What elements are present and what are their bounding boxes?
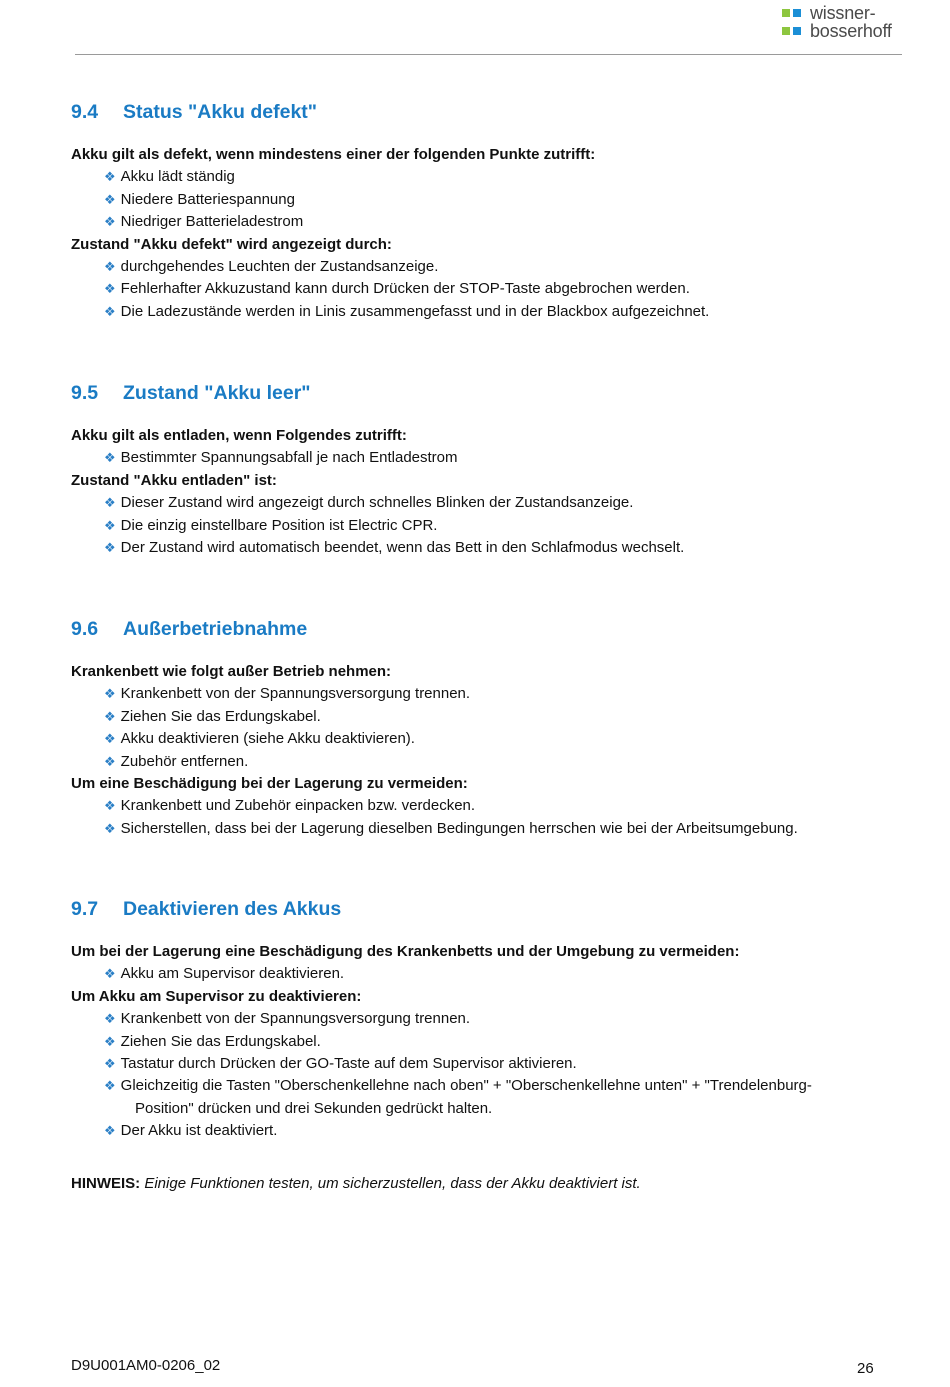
list-item <box>71 278 881 300</box>
note-label: HINWEIS: <box>71 1175 141 1192</box>
logo-text-line2: bosserhoff <box>810 21 892 41</box>
section <box>71 375 881 559</box>
list-item <box>71 189 881 211</box>
list-item <box>71 166 881 188</box>
list-item-text: Niedriger Batterieladestrom <box>120 213 304 231</box>
company-logo <box>782 4 932 40</box>
list-item <box>71 211 881 233</box>
list-item-text: Akku lädt ständig <box>120 168 235 186</box>
list-item-text: Niedere Batteriespannung <box>120 190 295 208</box>
section-heading <box>71 375 881 411</box>
list-item <box>71 1120 881 1142</box>
note <box>71 1173 641 1195</box>
section-number: 9.7 <box>71 897 99 920</box>
list-item <box>71 537 881 559</box>
diamond-bullet-icon: ❖ <box>104 517 116 533</box>
section-title: Zustand "Akku leer" <box>123 381 311 404</box>
list-item <box>71 1031 881 1053</box>
section-heading <box>71 611 881 647</box>
list-item-text: Bestimmter Spannungsabfall je nach Entladestrom <box>120 449 458 467</box>
subheading: Akku gilt als entladen, wenn Folgendes zutrifft: <box>71 427 407 444</box>
section-number: 9.5 <box>71 381 99 404</box>
diamond-bullet-icon: ❖ <box>104 214 116 230</box>
list-item <box>71 256 881 278</box>
list-item <box>71 1008 881 1030</box>
section-title: Deaktivieren des Akkus <box>123 897 342 920</box>
logo-square-green <box>782 27 790 35</box>
subheading: Akku gilt als defekt, wenn mindestens einer der folgenden Punkte zutrifft: <box>71 146 596 163</box>
list-item-text: Fehlerhafter Akkuzustand kann durch Drücken der STOP-Taste abgebrochen werden. <box>120 280 690 298</box>
list-item-text: Ziehen Sie das Erdungskabel. <box>120 1032 321 1050</box>
list-item-text: Der Akku ist deaktiviert. <box>120 1122 278 1140</box>
section-heading <box>71 94 881 130</box>
list-item-text: Zubehör entfernen. <box>120 752 249 770</box>
diamond-bullet-icon: ❖ <box>104 303 116 319</box>
list-item-text: Der Zustand wird automatisch beendet, wenn das Bett in den Schlafmodus wechselt. <box>120 538 685 556</box>
list-item <box>71 683 881 705</box>
list-item <box>71 1053 881 1075</box>
list-item <box>71 795 881 817</box>
list-item-text: Die Ladezustände werden in Linis zusammengefasst und in der Blackbox aufgezeichnet. <box>120 302 710 320</box>
list-item-text: Akku am Supervisor deaktivieren. <box>120 965 345 983</box>
diamond-bullet-icon: ❖ <box>104 539 116 555</box>
diamond-bullet-icon: ❖ <box>104 281 116 297</box>
list-item-text: Krankenbett von der Spannungsversorgung trennen. <box>120 1010 471 1028</box>
section <box>71 891 881 1143</box>
list-item <box>71 751 881 773</box>
section <box>71 94 881 323</box>
subheading: Um Akku am Supervisor zu deaktivieren: <box>71 987 362 1005</box>
document-id: D9U001AM0-0206_02 <box>71 1357 221 1374</box>
subheading: Zustand "Akku defekt" wird angezeigt durch: <box>71 235 392 253</box>
section-number: 9.4 <box>71 100 99 123</box>
diamond-bullet-icon: ❖ <box>104 731 116 747</box>
diamond-bullet-icon: ❖ <box>104 1011 116 1027</box>
list-item-text: Gleichzeitig die Tasten "Oberschenkellehne nach oben" + "Oberschenkellehne unten" + "Trendelenburg- <box>120 1077 812 1095</box>
diamond-bullet-icon: ❖ <box>104 753 116 769</box>
list-item-text: Krankenbett und Zubehör einpacken bzw. verdecken. <box>120 797 476 815</box>
diamond-bullet-icon: ❖ <box>104 1078 116 1094</box>
header-divider <box>75 54 902 55</box>
list-item <box>71 728 881 750</box>
diamond-bullet-icon: ❖ <box>104 966 116 982</box>
section-title: Außerbetriebnahme <box>123 617 308 640</box>
list-item-text: Tastatur durch Drücken der GO-Taste auf dem Supervisor aktivieren. <box>120 1054 577 1072</box>
logo-square-blue <box>793 27 801 35</box>
diamond-bullet-icon: ❖ <box>104 686 116 702</box>
diamond-bullet-icon: ❖ <box>104 495 116 511</box>
section <box>71 611 881 840</box>
subheading: Um eine Beschädigung bei der Lagerung zu vermeiden: <box>71 774 468 792</box>
logo-square-blue <box>793 9 801 17</box>
list-item <box>71 447 881 469</box>
diamond-bullet-icon: ❖ <box>104 258 116 274</box>
diamond-bullet-icon: ❖ <box>104 708 116 724</box>
note-text: Einige Funktionen testen, um sicherzustellen, dass der Akku deaktiviert ist. <box>144 1175 641 1192</box>
list-item-text: Die einzig einstellbare Position ist Electric CPR. <box>120 516 438 534</box>
list-item <box>71 492 881 514</box>
diamond-bullet-icon: ❖ <box>104 450 116 466</box>
subheading: Um bei der Lagerung eine Beschädigung des Krankenbetts und der Umgebung zu vermeiden: <box>71 943 740 960</box>
list-item <box>71 818 881 840</box>
list-item-continuation: Position" drücken und drei Sekunden gedrückt halten. <box>135 1099 493 1117</box>
list-item <box>71 515 881 537</box>
page-number: 26 <box>857 1360 874 1377</box>
subheading: Krankenbett wie folgt außer Betrieb nehmen: <box>71 663 392 680</box>
list-item-text: Sicherstellen, dass bei der Lagerung dieselben Bedingungen herrschen wie bei der Arbeitsumgebung. <box>120 819 798 837</box>
subheading: Zustand "Akku entladen" ist: <box>71 471 277 489</box>
diamond-bullet-icon: ❖ <box>104 191 116 207</box>
logo-square-green <box>782 9 790 17</box>
list-item <box>71 301 881 323</box>
diamond-bullet-icon: ❖ <box>104 1033 116 1049</box>
list-item-text: Krankenbett von der Spannungsversorgung trennen. <box>120 685 471 703</box>
diamond-bullet-icon: ❖ <box>104 1055 116 1071</box>
logo-text-line1: wissner- <box>810 3 876 23</box>
diamond-bullet-icon: ❖ <box>104 1123 116 1139</box>
diamond-bullet-icon: ❖ <box>104 798 116 814</box>
diamond-bullet-icon: ❖ <box>104 820 116 836</box>
diamond-bullet-icon: ❖ <box>104 169 116 185</box>
list-item <box>71 706 881 728</box>
list-item <box>71 1075 881 1097</box>
list-item-text: Ziehen Sie das Erdungskabel. <box>120 707 321 725</box>
list-item-text: durchgehendes Leuchten der Zustandsanzeige. <box>120 257 439 275</box>
list-item-text: Akku deaktivieren (siehe Akku deaktivieren). <box>120 730 415 748</box>
section-number: 9.6 <box>71 617 99 640</box>
list-item-text: Dieser Zustand wird angezeigt durch schnelles Blinken der Zustandsanzeige. <box>120 494 634 512</box>
list-item <box>71 963 881 985</box>
section-title: Status "Akku defekt" <box>123 100 318 123</box>
section-heading <box>71 891 881 927</box>
